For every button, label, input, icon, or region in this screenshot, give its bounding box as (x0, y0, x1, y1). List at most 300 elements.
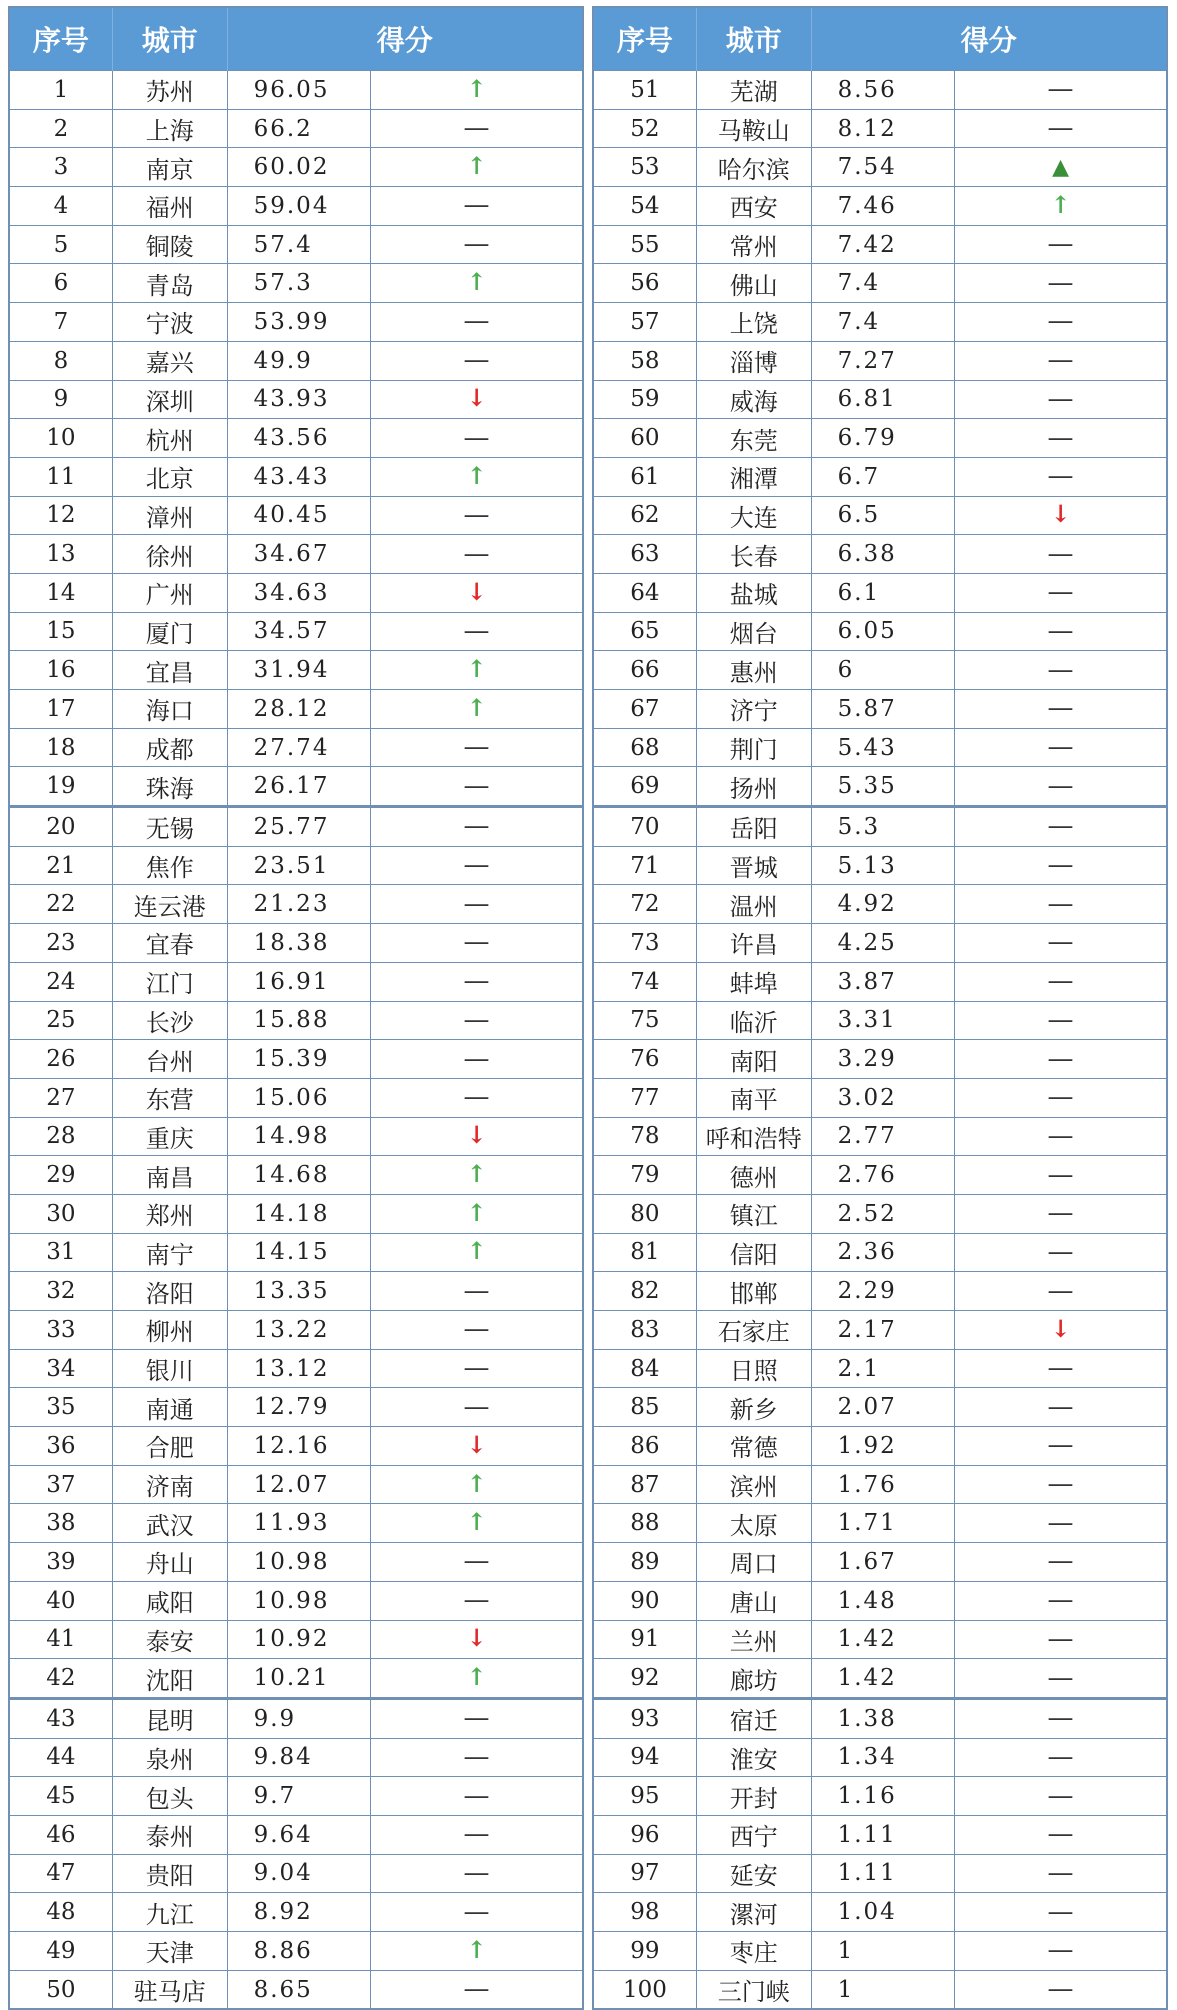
city-cell: 连云港 (112, 885, 227, 924)
dash-icon: — (1047, 422, 1074, 453)
score-cell: 10.98 (227, 1581, 371, 1620)
table-row (593, 225, 1167, 264)
rank-cell: 23 (9, 924, 112, 963)
trend-cell (955, 1581, 1167, 1620)
rank-cell: 52 (593, 109, 696, 148)
trend-cell (955, 1311, 1167, 1350)
trend-cell (955, 767, 1167, 807)
trend-cell (371, 380, 583, 419)
rank-cell: 78 (593, 1117, 696, 1156)
table-row (9, 380, 583, 419)
table-row (9, 1893, 583, 1932)
city-cell: 上饶 (696, 303, 811, 342)
table-row (593, 1349, 1167, 1388)
trend-cell (371, 109, 583, 148)
table-row (9, 1970, 583, 2009)
table-row (9, 573, 583, 612)
rank-cell: 12 (9, 496, 112, 535)
city-cell: 佛山 (696, 264, 811, 303)
arrow-up-icon: ↑ (466, 1662, 487, 1692)
dash-icon: — (1047, 383, 1074, 414)
trend-cell (955, 1078, 1167, 1117)
city-cell: 包头 (112, 1777, 227, 1816)
score-cell: 2.76 (811, 1156, 955, 1195)
table-row (593, 1932, 1167, 1971)
city-cell: 南平 (696, 1078, 811, 1117)
rank-cell: 37 (9, 1465, 112, 1504)
trend-cell (371, 807, 583, 847)
trend-cell (955, 1427, 1167, 1466)
city-cell: 南通 (112, 1388, 227, 1427)
table-row (9, 264, 583, 303)
score-cell: 1.42 (811, 1620, 955, 1659)
table-row (593, 1040, 1167, 1079)
rank-cell: 38 (9, 1504, 112, 1543)
city-cell: 泰州 (112, 1815, 227, 1854)
dash-icon: — (1047, 74, 1074, 105)
trend-cell (955, 690, 1167, 729)
city-cell: 漳州 (112, 496, 227, 535)
dash-icon: — (463, 499, 490, 530)
score-cell: 40.45 (227, 496, 371, 535)
dash-icon: — (1047, 1703, 1074, 1734)
table-row (593, 109, 1167, 148)
city-cell: 成都 (112, 728, 227, 767)
dash-icon: — (1047, 229, 1074, 260)
table-row (9, 1932, 583, 1971)
score-cell: 66.2 (227, 109, 371, 148)
dash-icon: — (1047, 461, 1074, 492)
score-cell: 8.65 (227, 1970, 371, 2009)
dash-icon: — (1047, 654, 1074, 685)
table-row (593, 690, 1167, 729)
city-cell: 扬州 (696, 767, 811, 807)
city-cell: 宜昌 (112, 651, 227, 690)
rank-cell: 85 (593, 1388, 696, 1427)
rank-cell: 72 (593, 885, 696, 924)
table-row (593, 1659, 1167, 1699)
score-cell: 2.29 (811, 1272, 955, 1311)
dash-icon: — (463, 1896, 490, 1927)
trend-cell (371, 71, 583, 110)
score-cell: 1.76 (811, 1465, 955, 1504)
trend-cell (955, 651, 1167, 690)
table-row (593, 1893, 1167, 1932)
trend-cell (955, 1620, 1167, 1659)
dash-icon: — (1047, 1741, 1074, 1772)
dash-icon: — (1047, 1198, 1074, 1229)
score-cell: 3.31 (811, 1001, 955, 1040)
table-row (593, 728, 1167, 767)
score-cell: 14.18 (227, 1194, 371, 1233)
trend-cell (955, 1738, 1167, 1777)
table-row (593, 1698, 1167, 1738)
rank-cell: 2 (9, 109, 112, 148)
score-cell: 13.22 (227, 1311, 371, 1350)
dash-icon: — (463, 538, 490, 569)
trend-cell (371, 1349, 583, 1388)
rank-cell: 28 (9, 1117, 112, 1156)
score-cell: 12.07 (227, 1465, 371, 1504)
dash-icon: — (1047, 1120, 1074, 1151)
dash-icon: — (1047, 615, 1074, 646)
score-cell: 59.04 (227, 187, 371, 226)
trend-cell (371, 1777, 583, 1816)
table-row (9, 1815, 583, 1854)
table-row (9, 1465, 583, 1504)
rank-cell: 46 (9, 1815, 112, 1854)
arrow-down-icon: ↓ (466, 1429, 487, 1459)
rank-cell: 86 (593, 1427, 696, 1466)
trend-cell (371, 225, 583, 264)
score-cell: 6.1 (811, 573, 955, 612)
city-cell: 嘉兴 (112, 341, 227, 380)
score-cell: 7.4 (811, 264, 955, 303)
city-cell: 济宁 (696, 690, 811, 729)
table-body-right (593, 71, 1167, 2010)
rank-cell: 76 (593, 1040, 696, 1079)
trend-cell (955, 380, 1167, 419)
score-cell: 53.99 (227, 303, 371, 342)
rank-cell: 73 (593, 924, 696, 963)
rank-cell: 95 (593, 1777, 696, 1816)
rank-cell: 5 (9, 225, 112, 264)
dash-icon: — (463, 850, 490, 881)
trend-cell (955, 1233, 1167, 1272)
arrow-down-icon: ↓ (466, 576, 487, 606)
dash-icon: — (463, 1585, 490, 1616)
score-cell: 7.42 (811, 225, 955, 264)
trend-cell (955, 1815, 1167, 1854)
rank-cell: 70 (593, 807, 696, 847)
dash-icon: — (463, 927, 490, 958)
dash-icon: — (1047, 538, 1074, 569)
rank-cell: 49 (9, 1932, 112, 1971)
table-row (593, 264, 1167, 303)
score-cell: 5.35 (811, 767, 955, 807)
city-cell: 周口 (696, 1543, 811, 1582)
table-row (9, 535, 583, 574)
trend-cell (371, 1272, 583, 1311)
rank-cell: 66 (593, 651, 696, 690)
dash-icon: — (1047, 1585, 1074, 1616)
table-row (593, 1970, 1167, 2009)
table-row (9, 1117, 583, 1156)
city-cell: 宜春 (112, 924, 227, 963)
score-cell: 25.77 (227, 807, 371, 847)
trend-cell (955, 535, 1167, 574)
rank-cell: 100 (593, 1970, 696, 2009)
dash-icon: — (463, 615, 490, 646)
dash-icon: — (1047, 1780, 1074, 1811)
trend-cell (371, 924, 583, 963)
city-cell: 岳阳 (696, 807, 811, 847)
dash-icon: — (1047, 577, 1074, 608)
city-cell: 淄博 (696, 341, 811, 380)
score-cell: 9.7 (227, 1777, 371, 1816)
dash-icon: — (1047, 1935, 1074, 1966)
dash-icon: — (1047, 770, 1074, 801)
city-cell: 邯郸 (696, 1272, 811, 1311)
trend-cell (955, 1932, 1167, 1971)
score-cell: 15.39 (227, 1040, 371, 1079)
score-cell: 1.11 (811, 1815, 955, 1854)
score-cell: 1.34 (811, 1738, 955, 1777)
city-cell: 马鞍山 (696, 109, 811, 148)
arrow-up-icon: ↑ (466, 267, 487, 297)
city-cell: 九江 (112, 1893, 227, 1932)
rank-cell: 14 (9, 573, 112, 612)
rank-cell: 77 (593, 1078, 696, 1117)
arrow-up-icon: ↑ (466, 654, 487, 684)
score-cell: 5.87 (811, 690, 955, 729)
city-cell: 盐城 (696, 573, 811, 612)
header-score: 得分 (811, 7, 1167, 71)
rank-cell: 64 (593, 573, 696, 612)
trend-cell (371, 612, 583, 651)
score-cell: 2.1 (811, 1349, 955, 1388)
dash-icon: — (463, 422, 490, 453)
trend-cell (371, 341, 583, 380)
table-row (9, 1620, 583, 1659)
city-cell: 珠海 (112, 767, 227, 807)
arrow-up-icon: ↑ (466, 1159, 487, 1189)
score-cell: 2.52 (811, 1194, 955, 1233)
trend-cell (955, 1040, 1167, 1079)
trend-cell (955, 1970, 1167, 2009)
trend-cell (955, 1504, 1167, 1543)
triangle-up-icon: ▲ (1052, 155, 1070, 181)
trend-cell (371, 1970, 583, 2009)
trend-cell (371, 1465, 583, 1504)
dash-icon: — (463, 1043, 490, 1074)
score-cell: 2.17 (811, 1311, 955, 1350)
arrow-up-icon: ↑ (466, 73, 487, 103)
trend-cell (371, 1854, 583, 1893)
dash-icon: — (1047, 1004, 1074, 1035)
score-cell: 9.84 (227, 1738, 371, 1777)
trend-cell (371, 1233, 583, 1272)
city-cell: 镇江 (696, 1194, 811, 1233)
dash-icon: — (1047, 1469, 1074, 1500)
score-cell: 1.42 (811, 1659, 955, 1699)
city-cell: 漯河 (696, 1893, 811, 1932)
rank-cell: 61 (593, 457, 696, 496)
city-cell: 武汉 (112, 1504, 227, 1543)
city-cell: 淮安 (696, 1738, 811, 1777)
city-cell: 德州 (696, 1156, 811, 1195)
trend-cell (955, 1272, 1167, 1311)
arrow-down-icon: ↓ (466, 383, 487, 413)
city-cell: 临沂 (696, 1001, 811, 1040)
score-cell: 7.27 (811, 341, 955, 380)
score-cell: 34.57 (227, 612, 371, 651)
dash-icon: — (1047, 1819, 1074, 1850)
city-cell: 东莞 (696, 419, 811, 458)
table-row (593, 1543, 1167, 1582)
trend-cell (371, 1078, 583, 1117)
table-row (9, 846, 583, 885)
score-cell: 2.36 (811, 1233, 955, 1272)
city-cell: 泰安 (112, 1620, 227, 1659)
table-row (9, 109, 583, 148)
table-row (9, 419, 583, 458)
rank-cell: 15 (9, 612, 112, 651)
table-row (593, 1815, 1167, 1854)
rank-cell: 91 (593, 1620, 696, 1659)
table-row (9, 767, 583, 807)
city-cell: 威海 (696, 380, 811, 419)
city-cell: 呼和浩特 (696, 1117, 811, 1156)
table-row (9, 1233, 583, 1272)
trend-cell (955, 1156, 1167, 1195)
trend-cell (955, 1349, 1167, 1388)
score-cell: 1.04 (811, 1893, 955, 1932)
trend-cell (371, 1427, 583, 1466)
trend-cell (955, 496, 1167, 535)
trend-cell (371, 535, 583, 574)
rank-cell: 41 (9, 1620, 112, 1659)
rank-cell: 51 (593, 71, 696, 110)
rank-cell: 92 (593, 1659, 696, 1699)
city-cell: 南阳 (696, 1040, 811, 1079)
trend-cell (955, 573, 1167, 612)
table-row (593, 1156, 1167, 1195)
trend-cell (955, 1117, 1167, 1156)
trend-cell (955, 187, 1167, 226)
city-cell: 上海 (112, 109, 227, 148)
arrow-up-icon: ↑ (466, 1507, 487, 1537)
rank-cell: 44 (9, 1738, 112, 1777)
city-cell: 咸阳 (112, 1581, 227, 1620)
dash-icon: — (463, 732, 490, 763)
dash-icon: — (463, 345, 490, 376)
dash-icon: — (1047, 1857, 1074, 1888)
rank-cell: 99 (593, 1932, 696, 1971)
score-cell: 8.92 (227, 1893, 371, 1932)
rank-cell: 97 (593, 1854, 696, 1893)
table-row (9, 924, 583, 963)
city-cell: 昆明 (112, 1698, 227, 1738)
trend-cell (955, 264, 1167, 303)
rank-cell: 74 (593, 962, 696, 1001)
rank-cell: 7 (9, 303, 112, 342)
dash-icon: — (1047, 1275, 1074, 1306)
table-row (593, 573, 1167, 612)
city-cell: 湘潭 (696, 457, 811, 496)
trend-cell (955, 1543, 1167, 1582)
rank-cell: 13 (9, 535, 112, 574)
city-cell: 青岛 (112, 264, 227, 303)
city-cell: 天津 (112, 1932, 227, 1971)
table-row (593, 846, 1167, 885)
city-cell: 晋城 (696, 846, 811, 885)
score-cell: 1 (811, 1932, 955, 1971)
score-cell: 7.54 (811, 148, 955, 187)
header-city: 城市 (696, 7, 811, 71)
city-cell: 宁波 (112, 303, 227, 342)
dash-icon: — (463, 1004, 490, 1035)
table-row (9, 1194, 583, 1233)
trend-cell (955, 303, 1167, 342)
table-row (9, 1504, 583, 1543)
score-cell: 12.16 (227, 1427, 371, 1466)
dash-icon: — (1047, 345, 1074, 376)
rank-cell: 60 (593, 419, 696, 458)
score-cell: 9.64 (227, 1815, 371, 1854)
score-cell: 6 (811, 651, 955, 690)
table-row (593, 1738, 1167, 1777)
table-row (593, 1504, 1167, 1543)
city-cell: 合肥 (112, 1427, 227, 1466)
rank-cell: 53 (593, 148, 696, 187)
score-cell: 5.43 (811, 728, 955, 767)
city-cell: 驻马店 (112, 1970, 227, 2009)
arrow-down-icon: ↓ (1050, 499, 1071, 529)
table-row (9, 885, 583, 924)
trend-cell (371, 767, 583, 807)
rank-cell: 9 (9, 380, 112, 419)
dash-icon: — (1047, 811, 1074, 842)
table-row (593, 1854, 1167, 1893)
rank-cell: 87 (593, 1465, 696, 1504)
table-row (593, 535, 1167, 574)
table-row (9, 71, 583, 110)
dash-icon: — (463, 770, 490, 801)
rank-cell: 83 (593, 1311, 696, 1350)
table-row (9, 303, 583, 342)
trend-cell (955, 728, 1167, 767)
trend-cell (371, 846, 583, 885)
trend-cell (955, 457, 1167, 496)
city-cell: 铜陵 (112, 225, 227, 264)
city-cell: 海口 (112, 690, 227, 729)
score-cell: 96.05 (227, 71, 371, 110)
rank-cell: 6 (9, 264, 112, 303)
table-row (593, 1078, 1167, 1117)
dash-icon: — (1047, 1391, 1074, 1422)
header-rank: 序号 (9, 7, 112, 71)
city-cell: 哈尔滨 (696, 148, 811, 187)
trend-cell (955, 109, 1167, 148)
score-cell: 16.91 (227, 962, 371, 1001)
score-cell: 6.05 (811, 612, 955, 651)
arrow-up-icon: ↑ (466, 151, 487, 181)
city-cell: 廊坊 (696, 1659, 811, 1699)
rank-cell: 26 (9, 1040, 112, 1079)
trend-cell (371, 1581, 583, 1620)
score-cell: 27.74 (227, 728, 371, 767)
score-cell: 57.3 (227, 264, 371, 303)
table-row (593, 380, 1167, 419)
score-cell: 3.29 (811, 1040, 955, 1079)
trend-cell (371, 573, 583, 612)
rank-cell: 47 (9, 1854, 112, 1893)
score-cell: 8.12 (811, 109, 955, 148)
score-cell: 3.87 (811, 962, 955, 1001)
table-row (9, 1543, 583, 1582)
rank-cell: 62 (593, 496, 696, 535)
trend-cell (371, 1893, 583, 1932)
rank-cell: 88 (593, 1504, 696, 1543)
table-row (593, 962, 1167, 1001)
rank-cell: 32 (9, 1272, 112, 1311)
arrow-up-icon: ↑ (466, 1934, 487, 1964)
score-cell: 34.67 (227, 535, 371, 574)
rank-cell: 56 (593, 264, 696, 303)
dash-icon: — (1047, 306, 1074, 337)
score-cell: 2.77 (811, 1117, 955, 1156)
